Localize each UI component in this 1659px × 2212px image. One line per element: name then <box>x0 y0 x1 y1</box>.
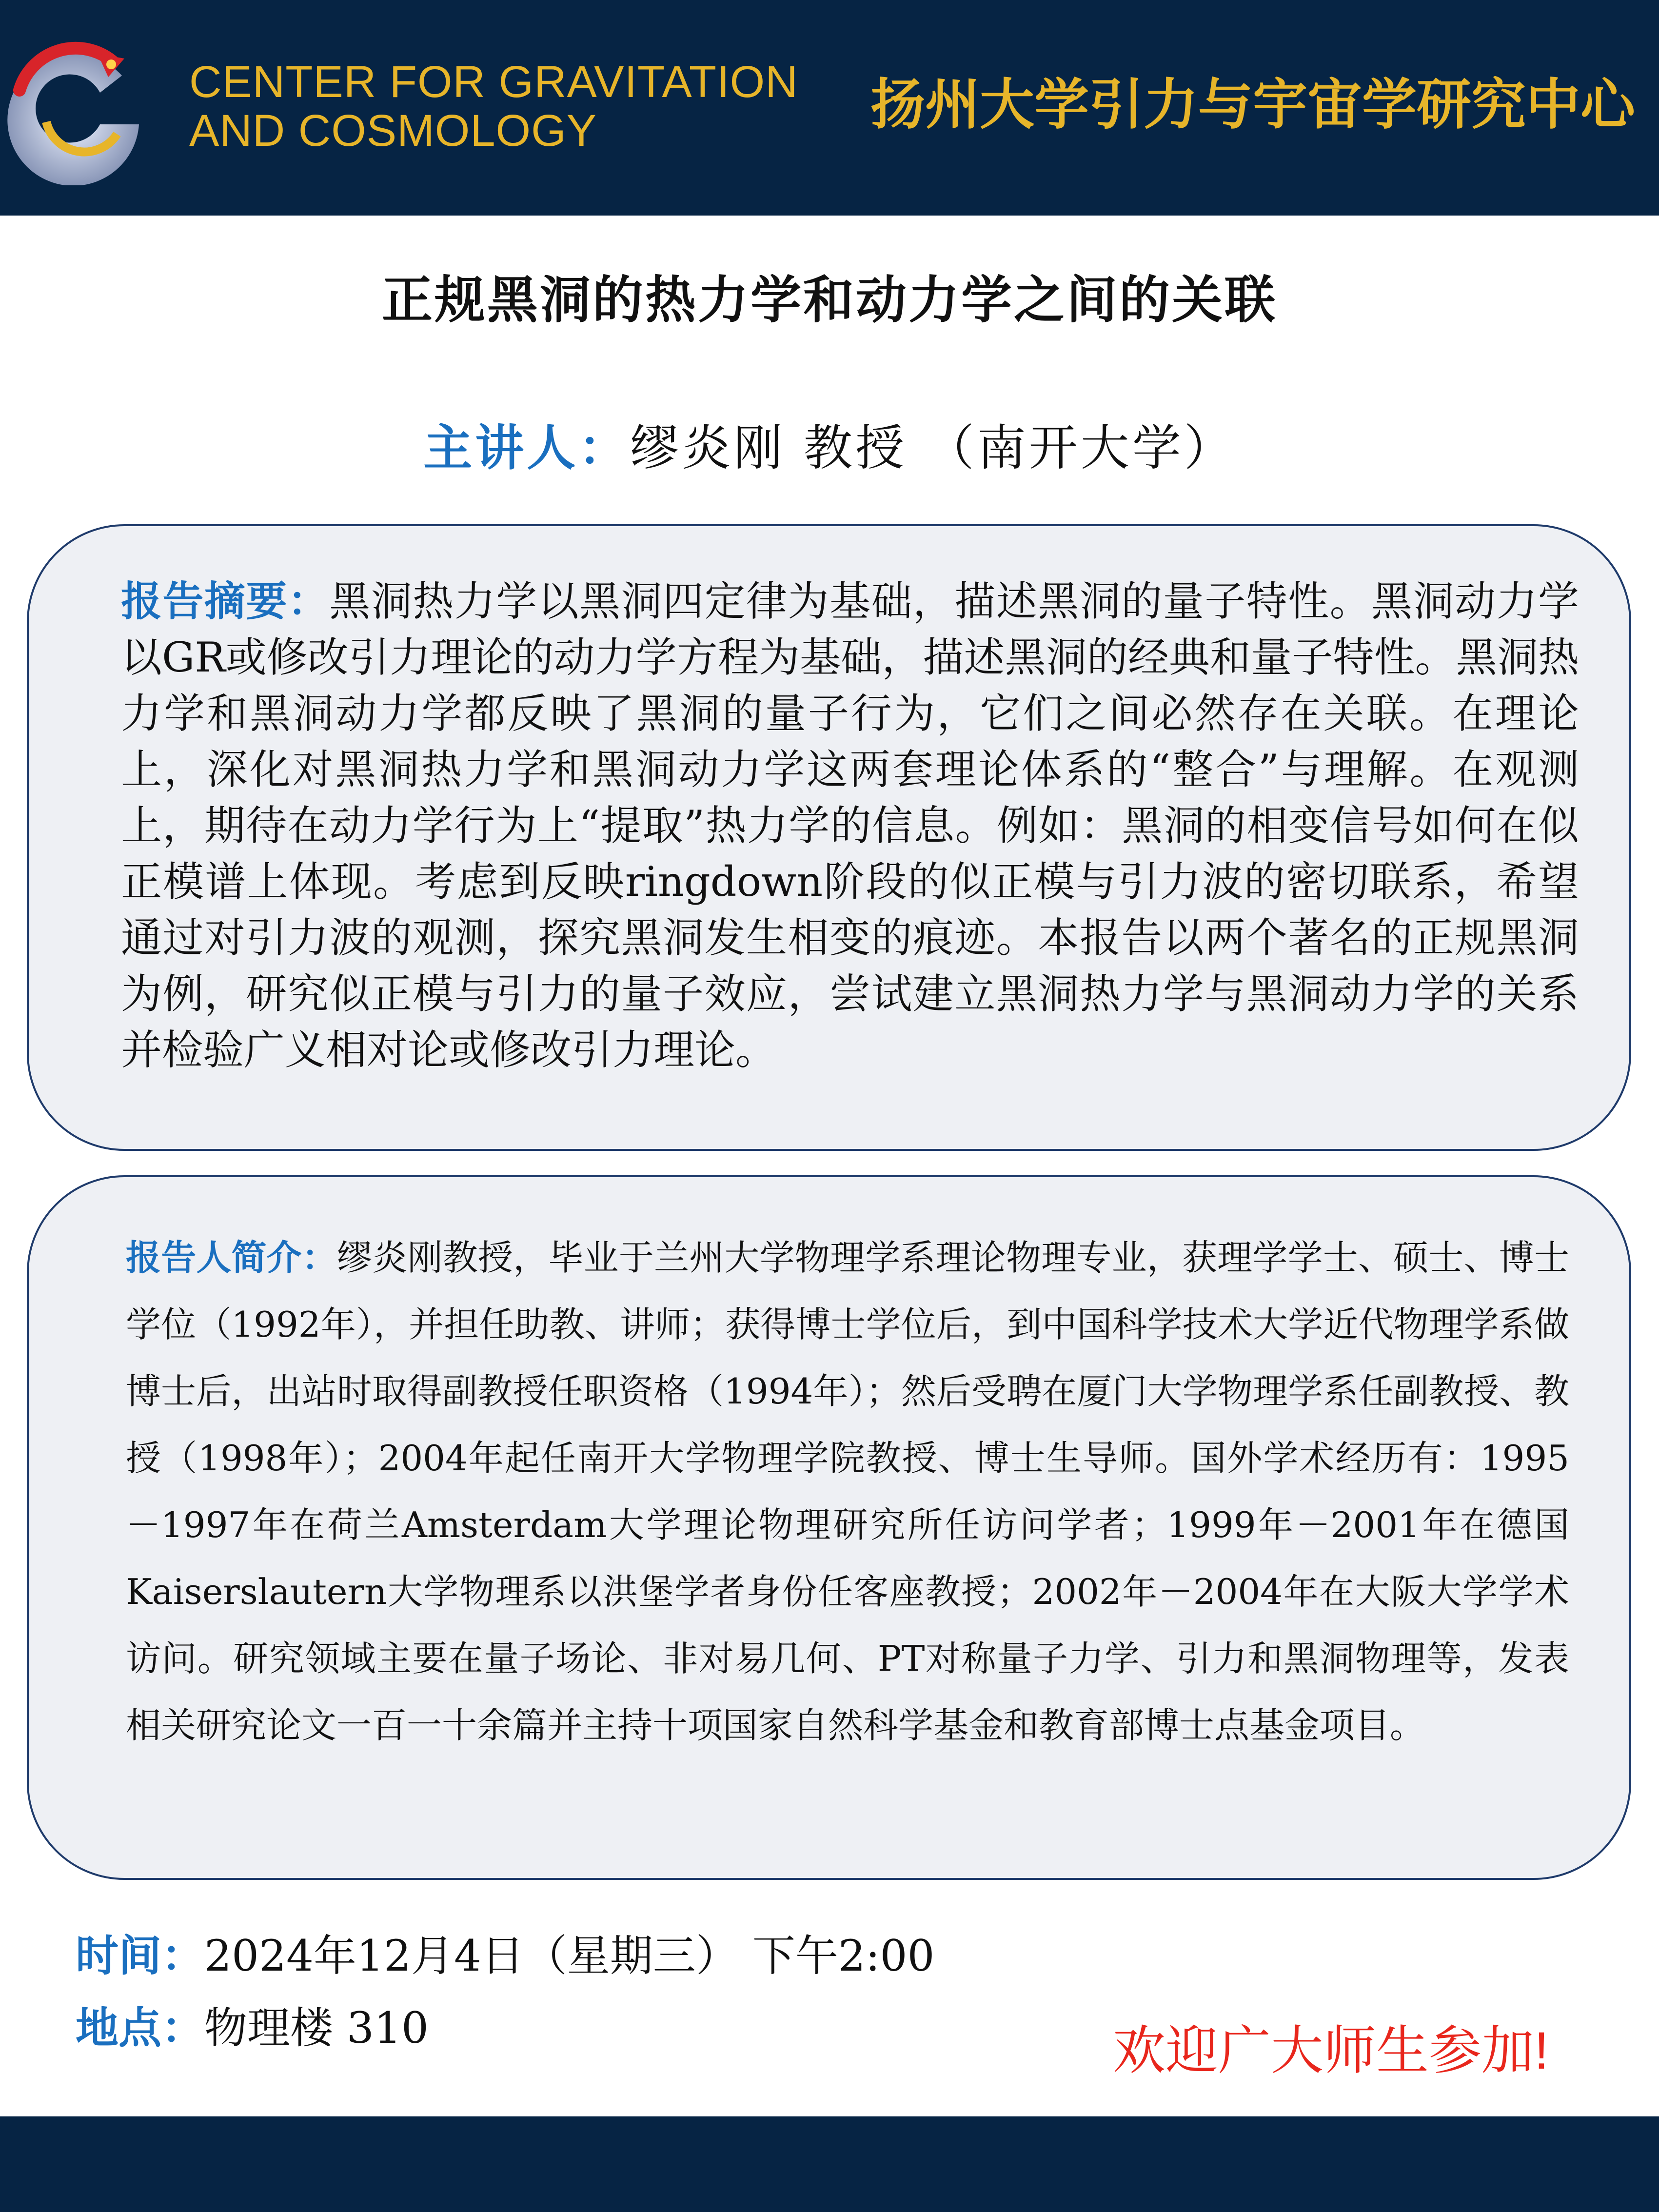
place-label: 地点： <box>76 2002 205 2053</box>
bio-label: 报告人简介： <box>126 1237 337 1278</box>
time-value: 2024年12月4日（星期三） 下午2:00 <box>204 1931 935 1981</box>
center-name-cn: 扬州大学引力与宇宙学研究中心 <box>870 73 1635 137</box>
place-line <box>76 1998 429 2057</box>
speaker-label: 主讲人： <box>423 419 631 476</box>
footer-bar <box>0 2116 1659 2212</box>
talk-title: 正规黑洞的热力学和动力学之间的关联 <box>381 270 1277 330</box>
speaker-line <box>0 414 1659 482</box>
speaker-value: 缪炎刚 教授 （南开大学） <box>630 419 1236 476</box>
bio-text-block <box>126 1224 1569 1759</box>
abstract-text-block <box>121 573 1579 1078</box>
center-name-en <box>189 58 798 155</box>
center-name-en-line1: CENTER FOR GRAVITATION <box>189 57 798 107</box>
center-name-en-line2: AND COSMOLOGY <box>189 106 597 156</box>
welcome-message: 欢迎广大师生参加! <box>1113 2021 1549 2080</box>
abstract-label: 报告摘要： <box>121 577 330 625</box>
place-value: 物理楼 310 <box>204 2003 429 2053</box>
header-banner <box>0 0 1659 216</box>
time-label: 时间： <box>76 1930 205 1981</box>
time-line <box>76 1926 935 1985</box>
bio-text: 缪炎刚教授，毕业于兰州大学物理学系理论物理专业，获理学学士、硕士、博士学位（1992年），并担任助教、讲师；获得博士学位后，到中国科学技术大学近代物理学系做博士后，出站时取得副教授任职资格（1994年）；然后受聘在厦门大学物理学系任副教授、教授（1998年）；2004年起任南开大学物理学院教授、博士生导师。国外学术经历有：1995－1997年在荷兰Amsterdam大学理论物理研究所任访问学者；1999年－2001年在德国Kaiserslautern大学物理系以洪堡学者身份任客座教授；2002年－2004年在大阪大学学术访问。研究领域主要在量子场论、非对易几何、PT对称量子力学、引力和黑洞物理等，发表相关研究论文一百一十余篇并主持十项国家自然科学基金和教育部博士点基金项目。 <box>126 1237 1569 1746</box>
center-logo-icon <box>0 34 151 185</box>
abstract-text: 黑洞热力学以黑洞四定律为基础，描述黑洞的量子特性。黑洞动力学以GR或修改引力理论的动力学方程为基础，描述黑洞的经典和量子特性。黑洞热力学和黑洞动力学都反映了黑洞的量子行为，它们之间必然存在关联。在理论上，深化对黑洞热力学和黑洞动力学这两套理论体系的“整合”与理解。在观测上，期待在动力学行为上“提取”热力学的信息。例如：黑洞的相变信号如何在似正模谱上体现。考虑到反映ringdown阶段的似正模与引力波的密切联系，希望通过对引力波的观测，探究黑洞发生相变的痕迹。本报告以两个著名的正规黑洞为例，研究似正模与引力的量子效应，尝试建立黑洞热力学与黑洞动力学的关系并检验广义相对论或修改引力理论。 <box>121 577 1579 1074</box>
